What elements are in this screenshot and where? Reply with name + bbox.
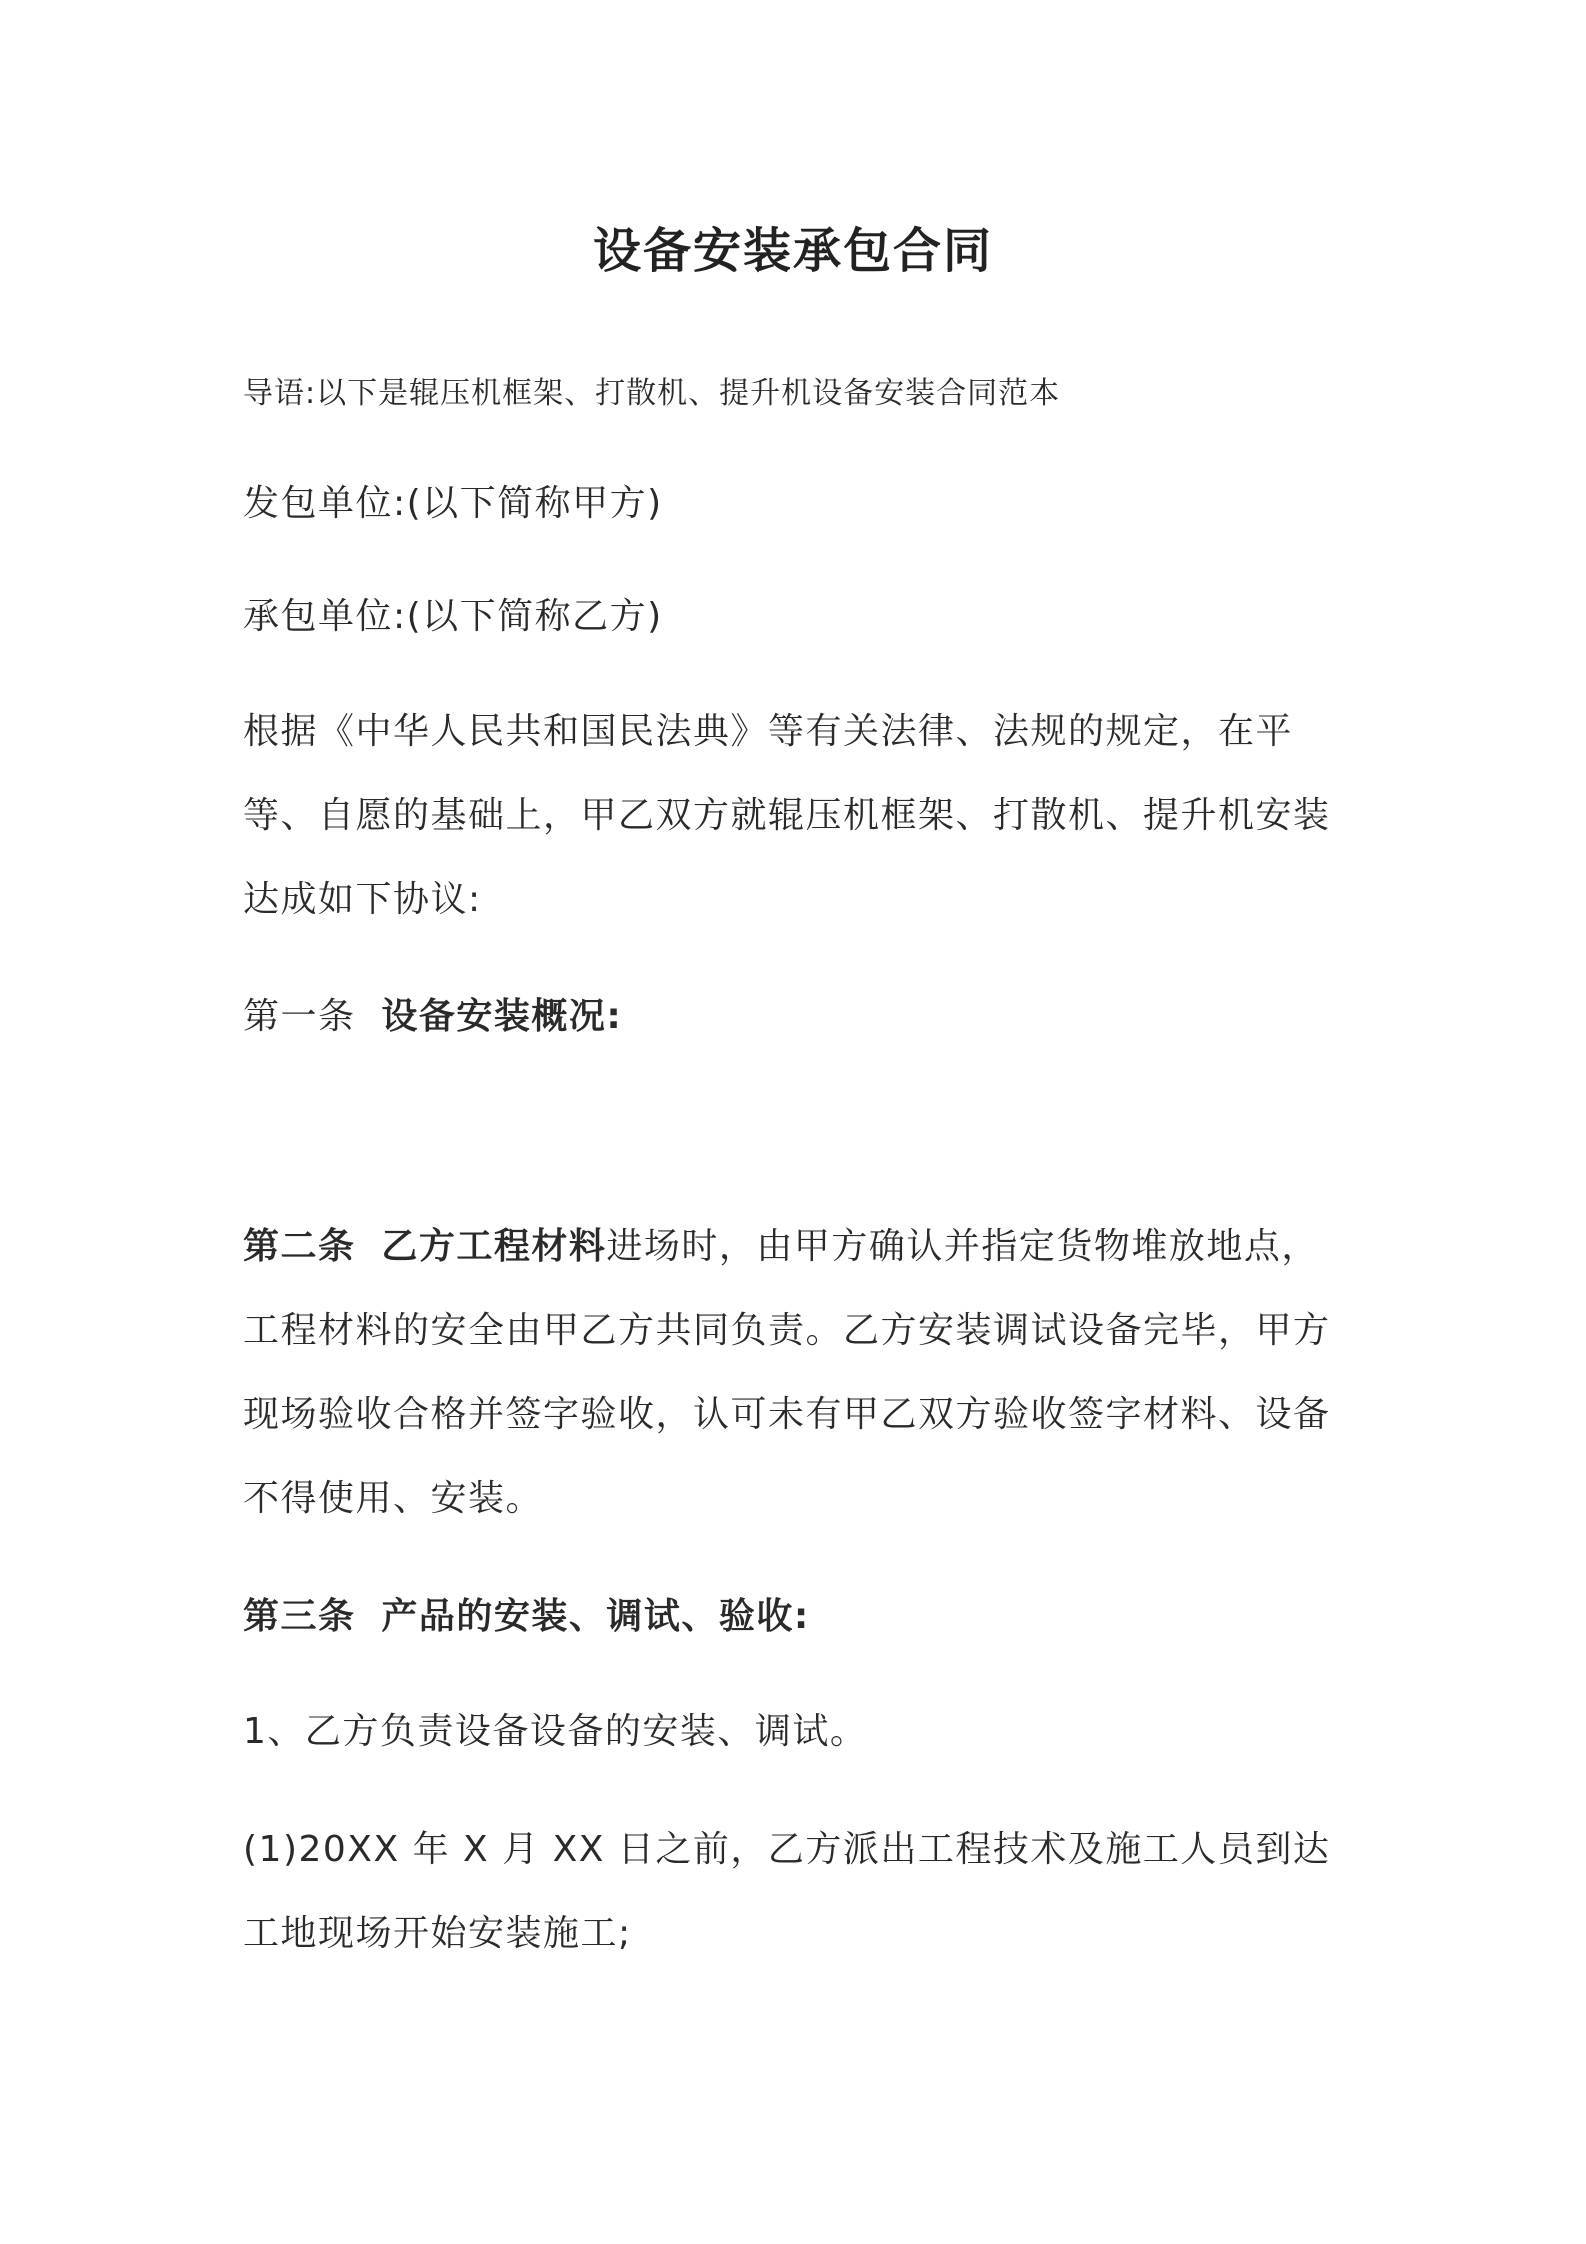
item-1: 1、乙方负责设备设备的安装、调试。 xyxy=(243,1711,868,1752)
article-1-label: 第一条 xyxy=(243,996,356,1037)
article-3-heading: 产品的安装、调试、验收: xyxy=(381,1596,810,1637)
item-1-sub-1: (1)20XX 年 X 月 XX 日之前，乙方派出工程技术及施工人员到达工地现场开始安装施工; xyxy=(243,1829,1331,1954)
article-1-heading: 设备安装概况: xyxy=(381,996,623,1037)
article-2-heading: 乙方工程材料 xyxy=(381,1226,607,1267)
article-2 xyxy=(243,1205,1353,1541)
article-2-label: 第二条 xyxy=(243,1226,356,1267)
party-a-line: 发包单位:(以下简称甲方) xyxy=(243,483,663,524)
basis-paragraph: 根据《中华人民共和国民法典》等有关法律、法规的规定，在平等、自愿的基础上，甲乙双方就辊压机框架、打散机、提升机安装达成如下协议: xyxy=(243,711,1331,920)
article-3 xyxy=(243,1575,1353,1659)
party-b-line: 承包单位:(以下简称乙方) xyxy=(243,596,663,637)
document-title: 设备安装承包合同 xyxy=(592,223,993,279)
article-2-body: 进场时，由甲方确认并指定货物堆放地点，工程材料的安全由甲乙方共同负责。乙方安装调试设备完毕，甲方现场验收合格并签字验收，认可未有甲乙双方验收签字材料、设备不得使用、安装。 xyxy=(243,1226,1331,1519)
intro-text: 导语:以下是辊压机框架、打散机、提升机设备安装合同范本 xyxy=(243,376,1061,411)
article-1 xyxy=(243,975,1353,1059)
article-3-label: 第三条 xyxy=(243,1596,356,1637)
